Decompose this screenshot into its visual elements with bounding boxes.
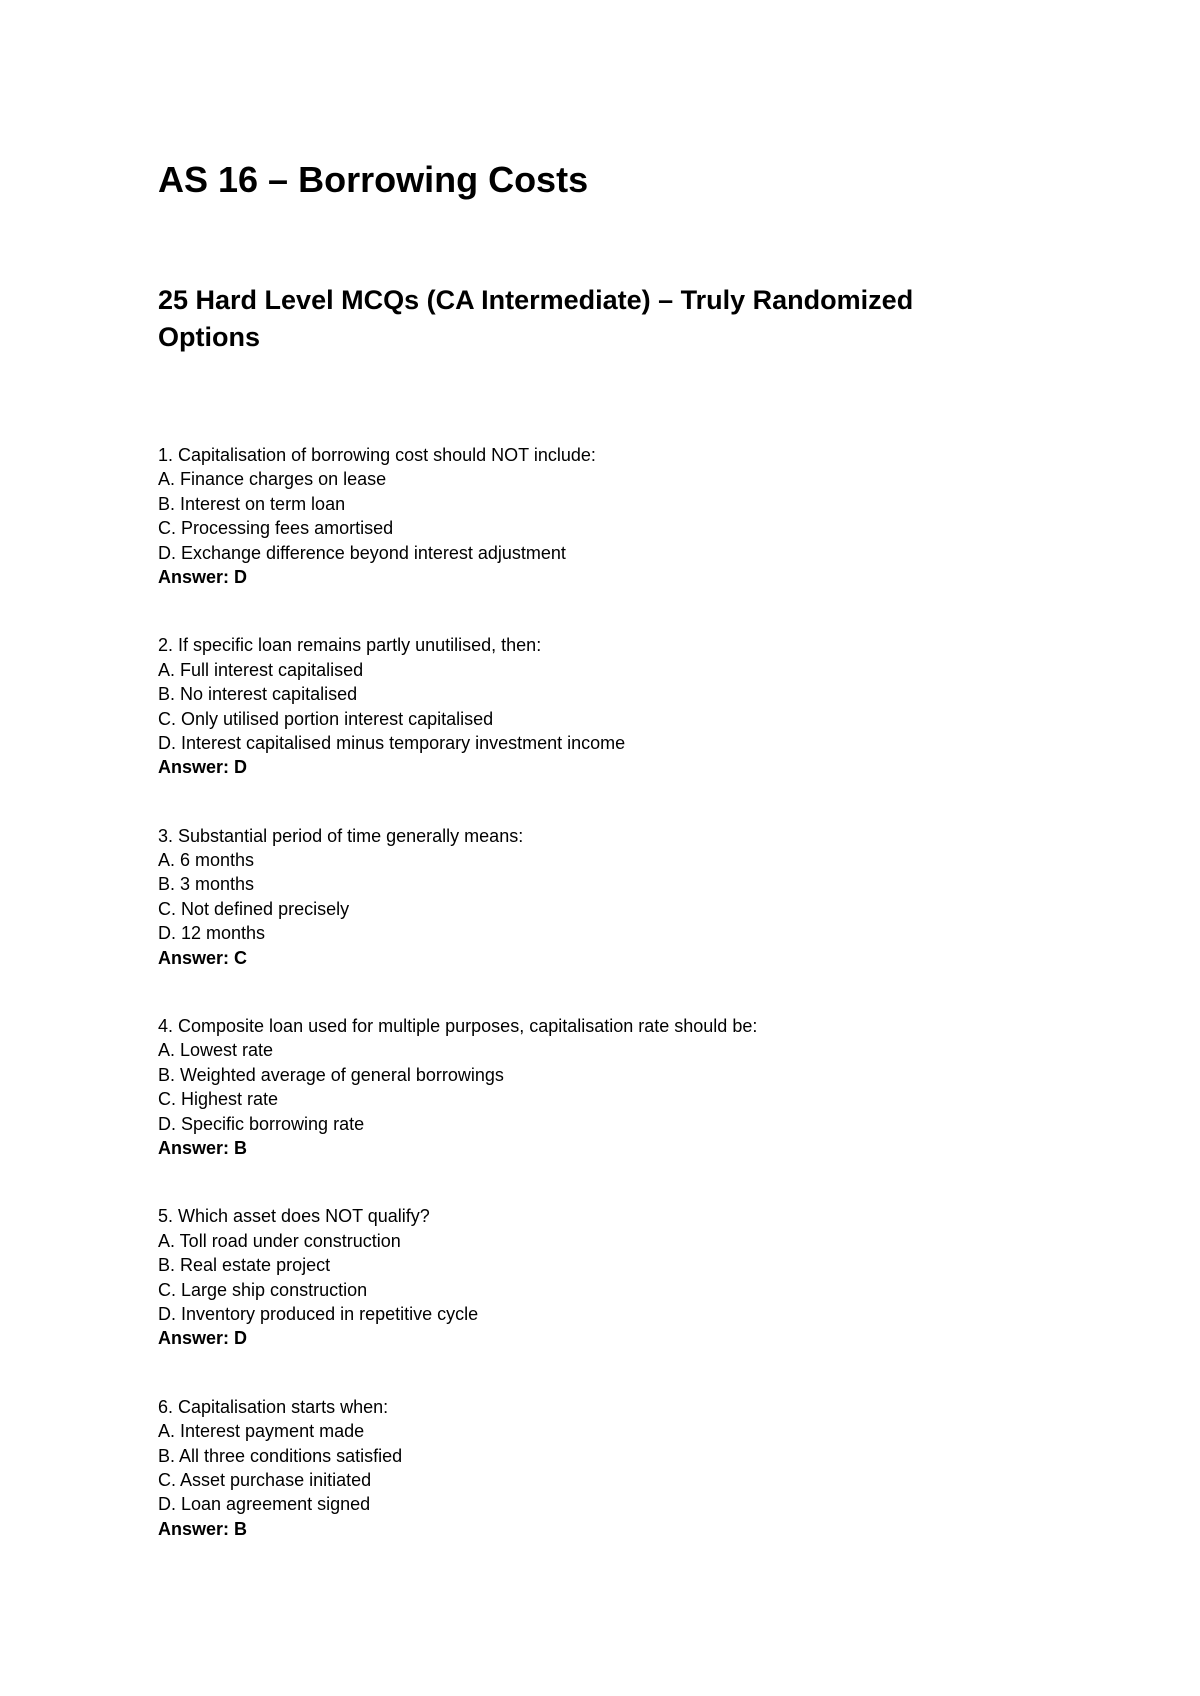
- option-a: A. Finance charges on lease: [158, 469, 387, 490]
- option-d: D. Loan agreement signed: [158, 1494, 371, 1515]
- option-b: B. Interest on term loan: [158, 493, 346, 514]
- question-text: 4. Composite loan used for multiple purposes, capitalisation rate should be:: [158, 1016, 758, 1037]
- option-b: B. All three conditions satisfied: [158, 1445, 403, 1466]
- option-c: C. Large ship construction: [158, 1279, 368, 1300]
- question-list: [158, 443, 1058, 1585]
- option-d: D. Interest capitalised minus temporary investment income: [158, 732, 626, 753]
- answer-text: Answer: D: [158, 1328, 248, 1349]
- answer-text: Answer: B: [158, 1137, 248, 1158]
- answer-text: Answer: B: [158, 1518, 248, 1539]
- option-a: A. Toll road under construction: [158, 1230, 401, 1251]
- question-text: 3. Substantial period of time generally means:: [158, 825, 524, 846]
- answer-text: Answer: D: [158, 566, 248, 587]
- option-b: B. Real estate project: [158, 1255, 331, 1276]
- question-block: [158, 443, 1058, 589]
- option-c: C. Asset purchase initiated: [158, 1469, 372, 1490]
- option-d: D. Exchange difference beyond interest adjustment: [158, 542, 566, 563]
- option-d: D. 12 months: [158, 923, 266, 944]
- question-block: [158, 1204, 1058, 1350]
- document-title: AS 16 – Borrowing Costs: [158, 159, 589, 200]
- answer-text: Answer: D: [158, 757, 248, 778]
- question-text: 1. Capitalisation of borrowing cost should NOT include:: [158, 445, 596, 465]
- question-text: 5. Which asset does NOT qualify?: [158, 1206, 430, 1227]
- option-b: B. Weighted average of general borrowings: [158, 1064, 504, 1085]
- option-b: B. No interest capitalised: [158, 684, 358, 705]
- option-a: A. Lowest rate: [158, 1040, 274, 1061]
- question-block: [158, 824, 1058, 970]
- option-a: A. 6 months: [158, 850, 255, 871]
- question-text: 2. If specific loan remains partly unutilised, then:: [158, 635, 542, 656]
- option-c: C. Processing fees amortised: [158, 518, 394, 539]
- option-c: C. Not defined precisely: [158, 898, 350, 919]
- answer-text: Answer: C: [158, 947, 248, 968]
- question-block: [158, 633, 1058, 779]
- option-a: A. Interest payment made: [158, 1421, 365, 1442]
- option-d: D. Inventory produced in repetitive cycle: [158, 1303, 479, 1324]
- question-block: [158, 1014, 1058, 1160]
- option-c: C. Only utilised portion interest capitalised: [158, 708, 494, 729]
- option-d: D. Specific borrowing rate: [158, 1113, 365, 1134]
- option-b: B. 3 months: [158, 874, 255, 895]
- question-text: 6. Capitalisation starts when:: [158, 1396, 389, 1417]
- option-a: A. Full interest capitalised: [158, 659, 364, 680]
- option-c: C. Highest rate: [158, 1089, 279, 1110]
- document-subtitle: 25 Hard Level MCQs (CA Intermediate) – Truly Randomized Options: [158, 285, 914, 352]
- question-block: [158, 1395, 1058, 1541]
